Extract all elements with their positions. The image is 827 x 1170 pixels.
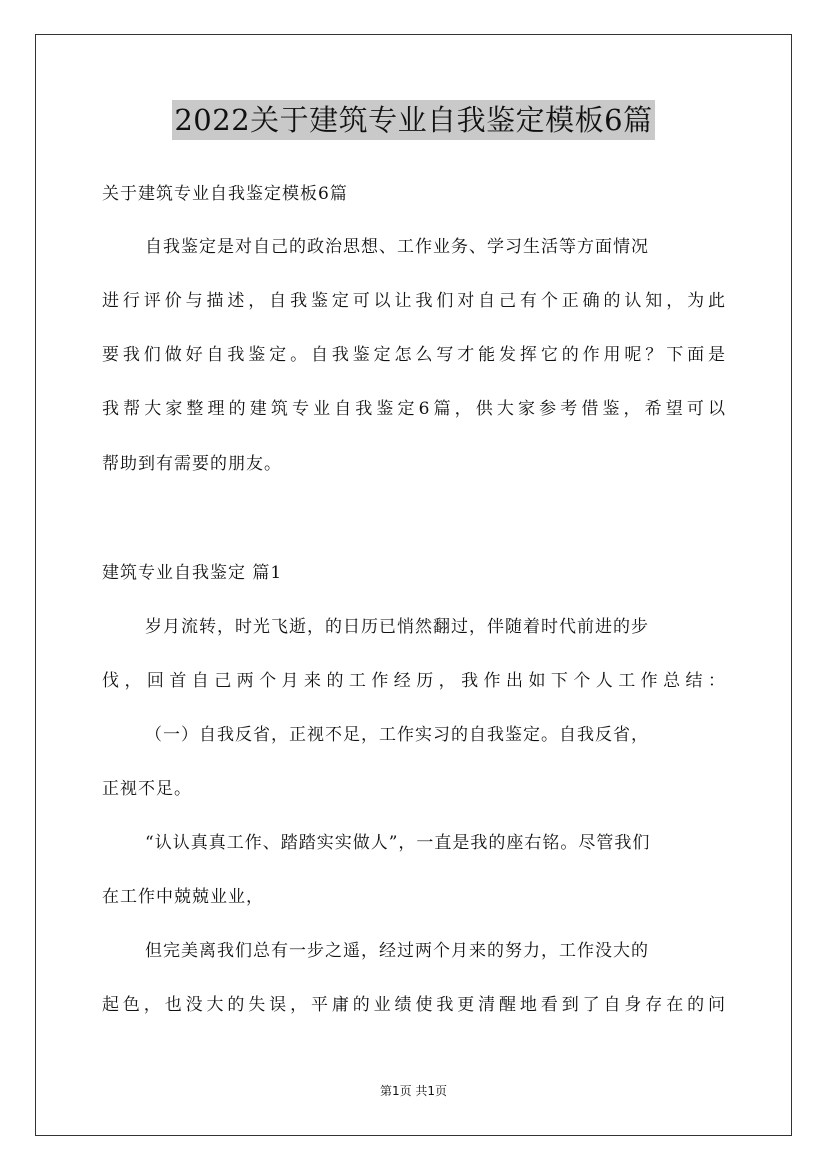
- p3-line-1: “认认真真工作、踏踏实实做人”，一直是我的座右铭。尽管我们: [145, 833, 651, 853]
- p2-line-2: 正视不足。: [102, 779, 192, 799]
- intro-line-1: 自我鉴定是对自己的政治思想、工作业务、学习生活等方面情况: [145, 237, 649, 257]
- page-footer: [0, 1083, 827, 1099]
- p4-line-2: 起色，也没大的失误，平庸的业绩使我更清醒地看到了自身存在的问: [102, 995, 726, 1015]
- p3-line-2: 在工作中兢兢业业，: [102, 887, 264, 907]
- p2-line-1: （一）自我反省，正视不足，工作实习的自我鉴定。自我反省，: [145, 725, 649, 745]
- title-container: [0, 100, 827, 140]
- intro-line-4: 我帮大家整理的建筑专业自我鉴定6篇，供大家参考借鉴，希望可以: [102, 399, 726, 419]
- intro-line-5: 帮助到有需要的朋友。: [102, 454, 282, 474]
- intro-line-2: 进行评价与描述，自我鉴定可以让我们对自己有个正确的认知，为此: [102, 291, 726, 311]
- document-subtitle: 关于建筑专业自我鉴定模板6篇: [102, 184, 348, 204]
- document-title: 2022关于建筑专业自我鉴定模板6篇: [172, 100, 654, 140]
- page-number-label: 第1页 共1页: [379, 1084, 448, 1098]
- p1-line-1: 岁月流转，时光飞逝，的日历已悄然翻过，伴随着时代前进的步: [145, 617, 649, 637]
- section-heading: 建筑专业自我鉴定 篇1: [102, 563, 283, 583]
- p4-line-1: 但完美离我们总有一步之遥，经过两个月来的努力，工作没大的: [145, 941, 649, 961]
- p1-line-2: 伐，回首自己两个月来的工作经历，我作出如下个人工作总结：: [102, 671, 726, 691]
- intro-line-3: 要我们做好自我鉴定。自我鉴定怎么写才能发挥它的作用呢？下面是: [102, 345, 726, 365]
